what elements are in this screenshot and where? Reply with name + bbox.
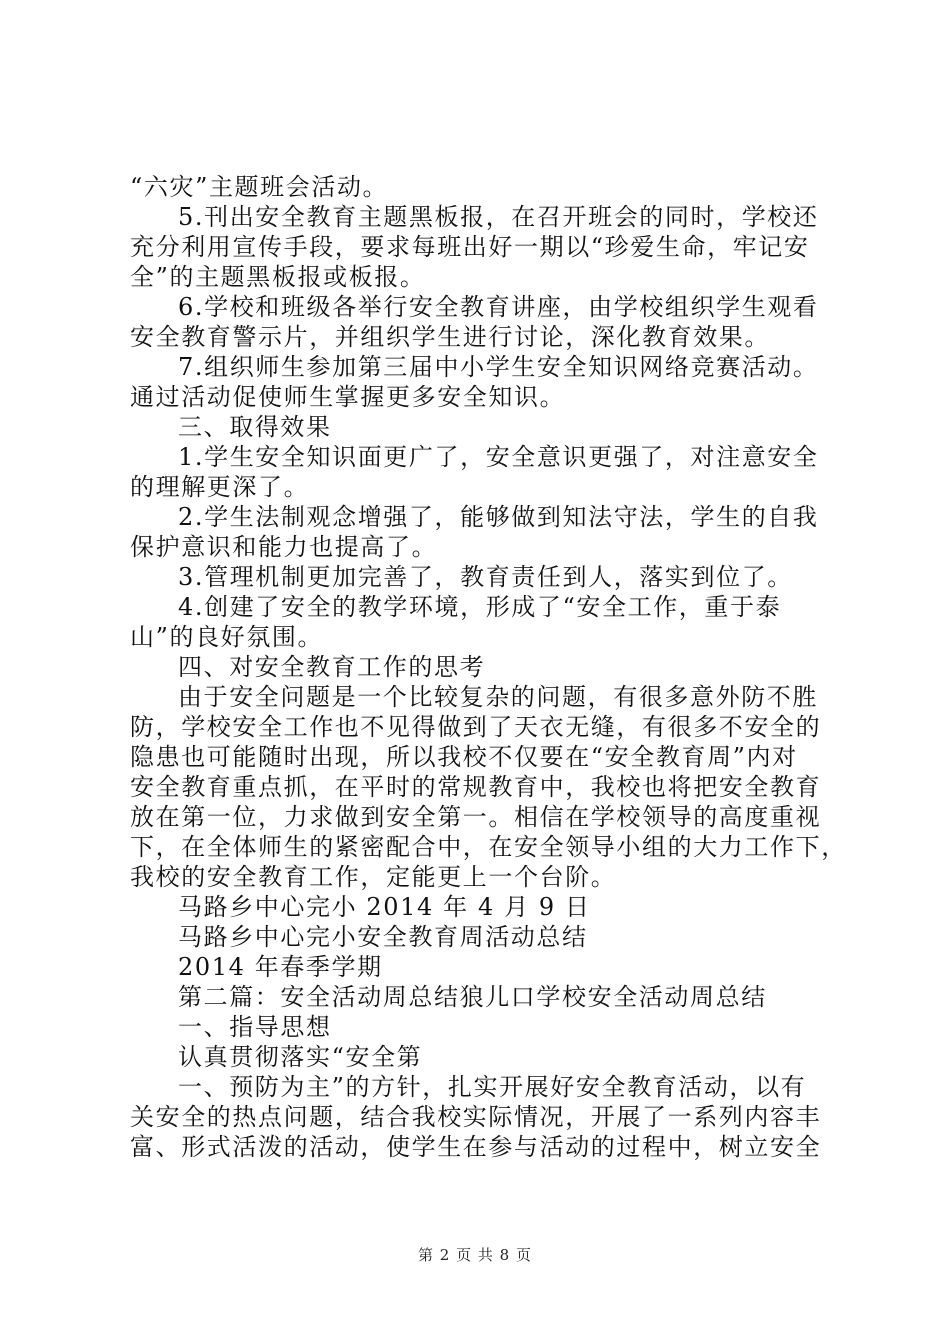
text-line: 四、对安全教育工作的思考	[178, 653, 486, 681]
text-line: 7.组织师生参加第三届中小学生安全知识网络竞赛活动。	[178, 353, 819, 381]
text-line: 通过活动促使师生掌握更多安全知识。	[130, 383, 566, 411]
text-line: 马路乡中心完小安全教育周活动总结	[178, 923, 588, 951]
text-line: 一、预防为主”的方针，扎实开展好安全教育活动，以有	[178, 1073, 807, 1101]
text-line: 第二篇：安全活动周总结狼儿口学校安全活动周总结	[178, 983, 767, 1011]
text-line: 全”的主题黑板报或板报。	[130, 263, 426, 291]
text-line: 的理解更深了。	[130, 473, 310, 501]
text-line: 富、形式活泼的活动，使学生在参与活动的过程中，树立安全	[130, 1133, 822, 1161]
text-line: 4.创建了安全的教学环境，形成了“安全工作，重于泰	[178, 593, 782, 621]
text-line: 放在第一位，力求做到安全第一。相信在学校领导的高度重视	[130, 803, 822, 831]
text-line: 隐患也可能随时出现，所以我校不仅要在“安全教育周”内对	[130, 743, 798, 771]
text-line: 1.学生安全知识面更广了，安全意识更强了，对注意安全	[178, 443, 819, 471]
text-line: 安全教育警示片，并组织学生进行讨论，深化教育效果。	[130, 323, 770, 351]
document-body	[130, 172, 847, 1162]
text-line: 6.学校和班级各举行安全教育讲座，由学校组织学生观看	[178, 293, 819, 321]
text-line: 5.刊出安全教育主题黑板报，在召开班会的同时，学校还	[178, 203, 819, 231]
text-line: 保护意识和能力也提高了。	[130, 533, 438, 561]
text-line: 充分利用宣传手段，要求每班出好一期以“珍爱生命，牢记安	[130, 233, 810, 261]
text-line: 2.学生法制观念增强了，能够做到知法守法，学生的自我	[178, 503, 819, 531]
text-line: 防，学校安全工作也不见得做到了天衣无缝，有很多不安全的	[130, 713, 822, 741]
text-line: 下，在全体师生的紧密配合中，在安全领导小组的大力工作下，	[130, 833, 847, 861]
text-line: 我校的安全教育工作，定能更上一个台阶。	[130, 863, 617, 891]
text-line: 3.管理机制更加完善了，教育责任到人，落实到位了。	[178, 563, 793, 591]
text-line: 三、取得效果	[178, 413, 332, 441]
text-line: 由于安全问题是一个比较复杂的问题，有很多意外防不胜	[178, 683, 818, 711]
text-line: “六灾”主题班会活动。	[130, 173, 389, 201]
text-line: 山”的良好氛围。	[130, 623, 324, 651]
text-line: 安全教育重点抓，在平时的常规教育中，我校也将把安全教育	[130, 773, 822, 801]
text-line: 一、指导思想	[178, 1013, 332, 1041]
text-line: 认真贯彻落实“安全第	[178, 1043, 423, 1071]
text-line: 马路乡中心完小 2014 年 4 月 9 日	[178, 893, 591, 921]
text-line: 关安全的热点问题，结合我校实际情况，开展了一系列内容丰	[130, 1103, 822, 1131]
page-number-footer: 第 2 页 共 8 页	[418, 1246, 532, 1264]
text-line: 2014 年春季学期	[178, 953, 383, 981]
